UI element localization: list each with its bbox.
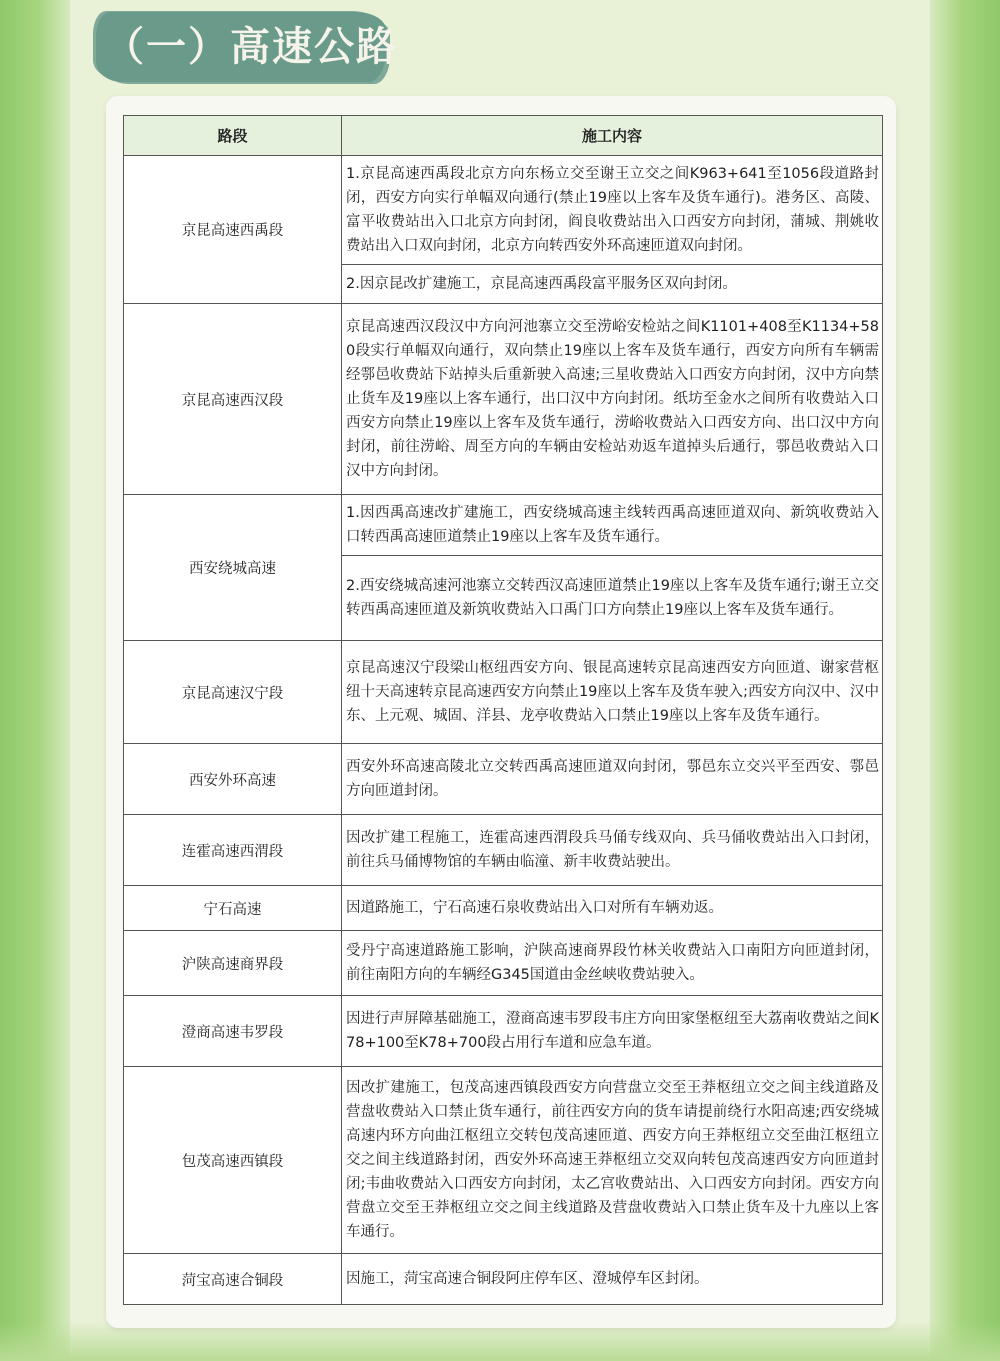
- construction-content: 受丹宁高速道路施工影响，沪陕高速商界段竹林关收费站入口南阳方向匝道封闭，前往南阳方向的车辆经G345国道由金丝峡收费站驶入。: [342, 931, 883, 996]
- segment-name: 包茂高速西镇段: [124, 1067, 342, 1254]
- segment-name: 澄商高速韦罗段: [124, 996, 342, 1067]
- construction-content: 因道路施工，宁石高速石泉收费站出入口对所有车辆劝返。: [342, 886, 883, 931]
- header-segment: 路段: [124, 116, 342, 156]
- construction-content: 因改扩建工程施工，连霍高速西渭段兵马俑专线双向、兵马俑收费站出入口封闭，前往兵马俑博物馆的车辆由临潼、新丰收费站驶出。: [342, 815, 883, 886]
- construction-content: 2.因京昆改扩建施工，京昆高速西禹段富平服务区双向封闭。: [342, 265, 883, 304]
- table-row: [124, 931, 883, 996]
- segment-name: 京昆高速汉宁段: [124, 641, 342, 744]
- segment-name: 沪陕高速商界段: [124, 931, 342, 996]
- construction-content: 京昆高速西汉段汉中方向河池寨立交至涝峪安检站之间K1101+408至K1134+580段实行单幅双向通行，双向禁止19座以上客车及货车通行，西安方向所有车辆需经鄠邑收费站下站掉头后重新驶入高速;三星收费站入口西安方向封闭，汉中方向禁止货车及19座以上客车通行，出口汉中方向封闭。纸坊至金水之间所有收费站入口西安方向禁止19座以上客车及货车通行，涝峪收费站入口西安方向、出口汉中方向封闭，前往涝峪、周至方向的车辆由安检站劝返车道掉头后通行，鄠邑收费站入口汉中方向封闭。: [342, 304, 883, 495]
- segment-name: 京昆高速西汉段: [124, 304, 342, 495]
- construction-content: 京昆高速汉宁段梁山枢纽西安方向、银昆高速转京昆高速西安方向匝道、谢家营枢纽十天高速转京昆高速西安方向禁止19座以上客车及货车驶入;西安方向汉中、汉中东、上元观、城固、洋县、龙亭收费站入口禁止19座以上客车及货车通行。: [342, 641, 883, 744]
- segment-name: 西安绕城高速: [124, 495, 342, 641]
- segment-name: 西安外环高速: [124, 744, 342, 815]
- table-row: [124, 156, 883, 265]
- table-header-row: [124, 116, 883, 156]
- section-title: （一）高速公路: [104, 24, 398, 70]
- table-row: [124, 886, 883, 931]
- construction-content: 1.因西禹高速改扩建施工，西安绕城高速主线转西禹高速匝道双向、新筑收费站入口转西禹高速匝道禁止19座以上客车及货车通行。: [342, 495, 883, 556]
- table-row: [124, 744, 883, 815]
- segment-name: 菏宝高速合铜段: [124, 1254, 342, 1305]
- table-row: [124, 641, 883, 744]
- construction-content: 因改扩建施工，包茂高速西镇段西安方向营盘立交至王莽枢纽立交之间主线道路及营盘收费站入口禁止货车通行，前往西安方向的货车请提前绕行水阳高速;西安绕城高速内环方向曲江枢纽立交转包茂高速匝道、西安方向王莽枢纽立交至曲江枢纽立交之间主线道路封闭，西安外环高速王莽枢纽立交双向转包茂高速西安方向匝道封闭;韦曲收费站入口西安方向封闭，太乙宫收费站出、入口西安方向封闭。西安方向营盘立交至王莽枢纽立交之间主线道路及营盘收费站入口禁止货车及十九座以上客车通行。: [342, 1067, 883, 1254]
- table-row: [124, 1067, 883, 1254]
- construction-content: 1.京昆高速西禹段北京方向东杨立交至谢王立交之间K963+641至1056段道路封闭，西安方向实行单幅双向通行(禁止19座以上客车及货车通行)。港务区、高陵、富平收费站出入口北京方向封闭，阎良收费站出入口西安方向封闭，蒲城、荆姚收费站出入口双向封闭，北京方向转西安外环高速匝道双向封闭。: [342, 156, 883, 265]
- segment-name: 京昆高速西禹段: [124, 156, 342, 304]
- header-content: 施工内容: [342, 116, 883, 156]
- left-green-border: [0, 0, 70, 1361]
- table-row: [124, 495, 883, 556]
- road-construction-table: [123, 115, 883, 1305]
- table-row: [124, 304, 883, 495]
- table-row: [124, 815, 883, 886]
- construction-content: 因进行声屏障基础施工，澄商高速韦罗段韦庄方向田家堡枢纽至大荔南收费站之间K78+100至K78+700段占用行车道和应急车道。: [342, 996, 883, 1067]
- segment-name: 连霍高速西渭段: [124, 815, 342, 886]
- right-green-border: [930, 0, 1000, 1361]
- table-row: [124, 996, 883, 1067]
- table-row: [124, 1254, 883, 1305]
- construction-content: 因施工，菏宝高速合铜段阿庄停车区、澄城停车区封闭。: [342, 1254, 883, 1305]
- construction-content: 2.西安绕城高速河池寨立交转西汉高速匝道禁止19座以上客车及货车通行;谢王立交转西禹高速匝道及新筑收费站入口禹门口方向禁止19座以上客车及货车通行。: [342, 556, 883, 641]
- construction-content: 西安外环高速高陵北立交转西禹高速匝道双向封闭，鄠邑东立交兴平至西安、鄠邑方向匝道封闭。: [342, 744, 883, 815]
- segment-name: 宁石高速: [124, 886, 342, 931]
